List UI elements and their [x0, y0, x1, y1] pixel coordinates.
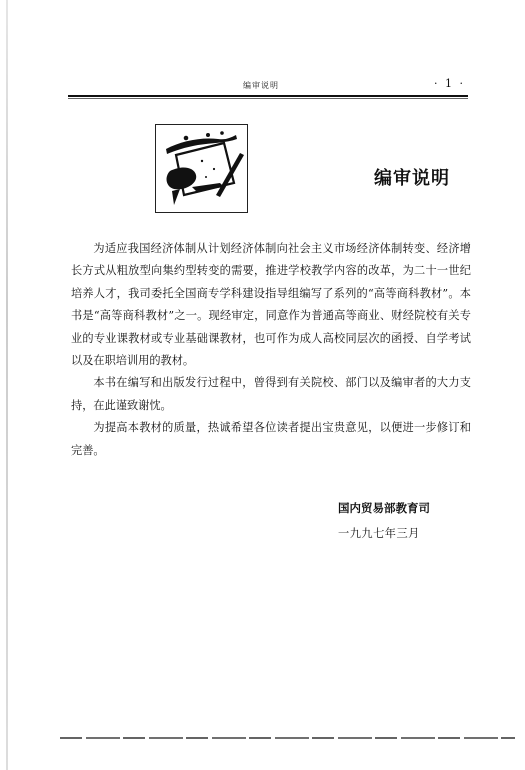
signature-organization: 国内贸易部教育司: [338, 501, 430, 515]
logo-speck: [213, 168, 215, 170]
bottom-scan-edge: [60, 737, 515, 739]
logo-dot: [206, 133, 210, 137]
page-edge-shadow: [6, 0, 8, 770]
logo-dot: [184, 136, 189, 141]
paragraph: 为适应我国经济体制从计划经济体制向社会主义市场经济体制转变、经济增长方式从粗放型向集约型转变的需要，推进学校教学内容的改革，为二十一世纪培养人才，我司委托全国商专学科建设指导组编写了系列的“高等商科教材”。本书是“高等商科教材”之一。现经审定，同意作为普通高等商业、财经院校有关专业的专业课教材或专业基础课教材，也可作为成人高校同层次的函授、自学考试以及在职培训用的教材。: [71, 242, 471, 368]
running-header: [68, 76, 468, 94]
logo-left-blob: [167, 168, 197, 190]
paragraph: 本书在编写和出版发行过程中，曾得到有关院校、部门以及编审者的大力支持，在此谨致谢忱。: [71, 376, 471, 412]
logo-speck: [205, 176, 207, 178]
signature-date: 一九九七年三月: [338, 527, 420, 540]
signature-block: [338, 500, 430, 541]
logo-wedge: [172, 189, 180, 205]
logo-speck: [201, 160, 203, 162]
logo-diagonal-stroke: [216, 153, 244, 197]
paragraph: 为提高本教材的质量，热诚希望各位读者提出宝贵意见，以便进一步修订和完善。: [71, 421, 471, 457]
section-title: 编审说明: [374, 168, 450, 189]
page-number: · 1 ·: [434, 77, 465, 90]
logo-dot: [220, 131, 224, 135]
body-text: [71, 238, 471, 462]
decorative-brush-stroke-logo-icon: [155, 124, 248, 213]
header-rule: [68, 95, 468, 97]
header-rule-thin: [68, 98, 468, 99]
brush-logo-svg: [156, 125, 247, 212]
running-header-title: 编审说明: [243, 81, 279, 90]
